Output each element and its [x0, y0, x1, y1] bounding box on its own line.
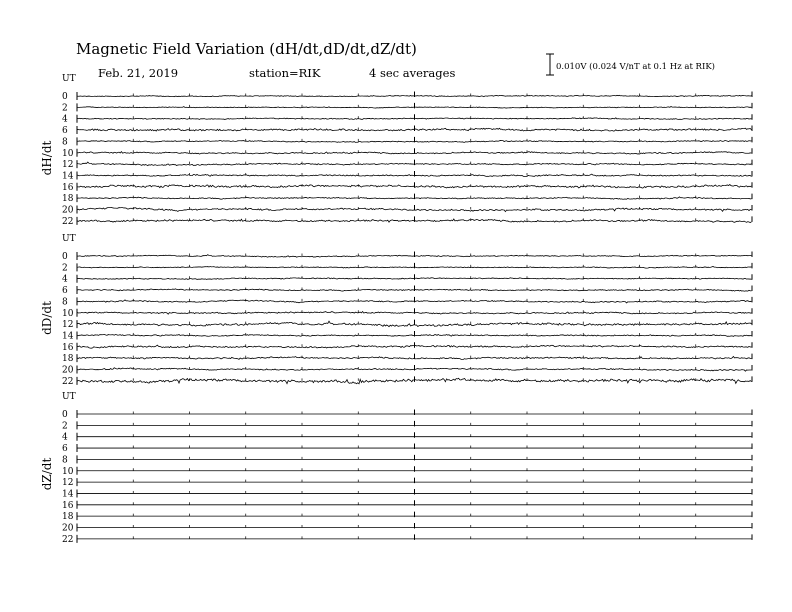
hour-label: 22 — [62, 376, 74, 387]
trace-row — [62, 252, 752, 263]
trace-row — [62, 103, 752, 114]
trace-row — [62, 410, 752, 421]
trace-row — [62, 263, 752, 274]
trace-row — [62, 376, 752, 387]
trace-row — [62, 421, 752, 432]
trace-row — [62, 297, 752, 308]
trace-row — [62, 160, 752, 171]
hour-label: 20 — [62, 205, 74, 216]
hour-label: 4 — [62, 274, 68, 285]
trace-row — [62, 148, 752, 159]
trace-row — [62, 500, 752, 511]
hour-label: 4 — [62, 114, 68, 125]
trace-row — [62, 286, 752, 297]
hour-label: 10 — [62, 308, 74, 319]
trace-row — [62, 478, 752, 489]
hour-label: 18 — [62, 512, 74, 523]
hour-label: 16 — [62, 182, 74, 193]
hour-label: 16 — [62, 342, 74, 353]
trace-row — [62, 92, 752, 103]
hour-label: 14 — [62, 331, 74, 342]
hour-label: 14 — [62, 489, 74, 500]
hour-label: 0 — [62, 92, 68, 102]
trace-row — [62, 489, 752, 500]
trace-row — [62, 137, 752, 148]
scale-bar — [546, 54, 554, 75]
panel-dzdt — [40, 392, 752, 545]
station-label: station=RIK — [249, 66, 321, 80]
hour-label: 2 — [62, 263, 68, 274]
hour-label: 0 — [62, 252, 68, 262]
trace-row — [62, 331, 752, 342]
hour-label: 2 — [62, 103, 68, 114]
hour-label: 22 — [62, 216, 74, 227]
trace-row — [62, 182, 752, 193]
panel-dddt — [40, 234, 752, 387]
y-axis-label: dD/dt — [40, 301, 54, 335]
hour-label: 8 — [62, 455, 68, 466]
hour-label: 0 — [62, 410, 68, 420]
ut-label: UT — [62, 74, 76, 84]
panels-group — [40, 74, 752, 545]
hour-label: 14 — [62, 171, 74, 182]
hour-label: 6 — [62, 286, 68, 297]
trace-row — [62, 274, 752, 285]
hour-label: 22 — [62, 534, 74, 545]
hour-label: 16 — [62, 500, 74, 511]
hour-label: 2 — [62, 421, 68, 432]
trace-row — [62, 205, 752, 216]
hour-label: 18 — [62, 194, 74, 205]
scale-note: 0.010V (0.024 V/nT at 0.1 Hz at RIK) — [556, 62, 715, 72]
y-axis-label: dZ/dt — [40, 457, 54, 491]
trace-row — [62, 342, 752, 353]
trace-row — [62, 308, 752, 319]
hour-label: 8 — [62, 137, 68, 148]
hour-label: 12 — [62, 320, 74, 331]
trace-row — [62, 194, 752, 205]
trace-row — [62, 320, 752, 331]
trace-row — [62, 216, 752, 227]
panel-dhdt — [40, 74, 752, 227]
chart-title: Magnetic Field Variation (dH/dt,dD/dt,dZ/dt) — [76, 40, 417, 58]
date-label: Feb. 21, 2019 — [98, 66, 179, 80]
trace-row — [62, 354, 752, 365]
trace-row — [62, 466, 752, 477]
trace-row — [62, 523, 752, 534]
hour-label: 4 — [62, 432, 68, 443]
trace-row — [62, 171, 752, 182]
hour-label: 20 — [62, 523, 74, 534]
trace-row — [62, 512, 752, 523]
averaging-label: 4 sec averages — [369, 66, 456, 80]
trace-row — [62, 126, 752, 137]
trace-row — [62, 365, 752, 376]
hour-label: 12 — [62, 478, 74, 489]
hour-label: 12 — [62, 160, 74, 171]
trace-row — [62, 455, 752, 466]
ut-label: UT — [62, 234, 76, 244]
hour-label: 20 — [62, 365, 74, 376]
hour-label: 10 — [62, 466, 74, 477]
hour-label: 6 — [62, 444, 68, 455]
hour-label: 8 — [62, 297, 68, 308]
trace-row — [62, 114, 752, 125]
trace-row — [62, 432, 752, 443]
hour-label: 6 — [62, 126, 68, 137]
trace-row — [62, 534, 752, 545]
y-axis-label: dH/dt — [40, 140, 54, 176]
hour-label: 10 — [62, 148, 74, 159]
ut-label: UT — [62, 392, 76, 402]
trace-row — [62, 444, 752, 455]
hour-label: 18 — [62, 354, 74, 365]
